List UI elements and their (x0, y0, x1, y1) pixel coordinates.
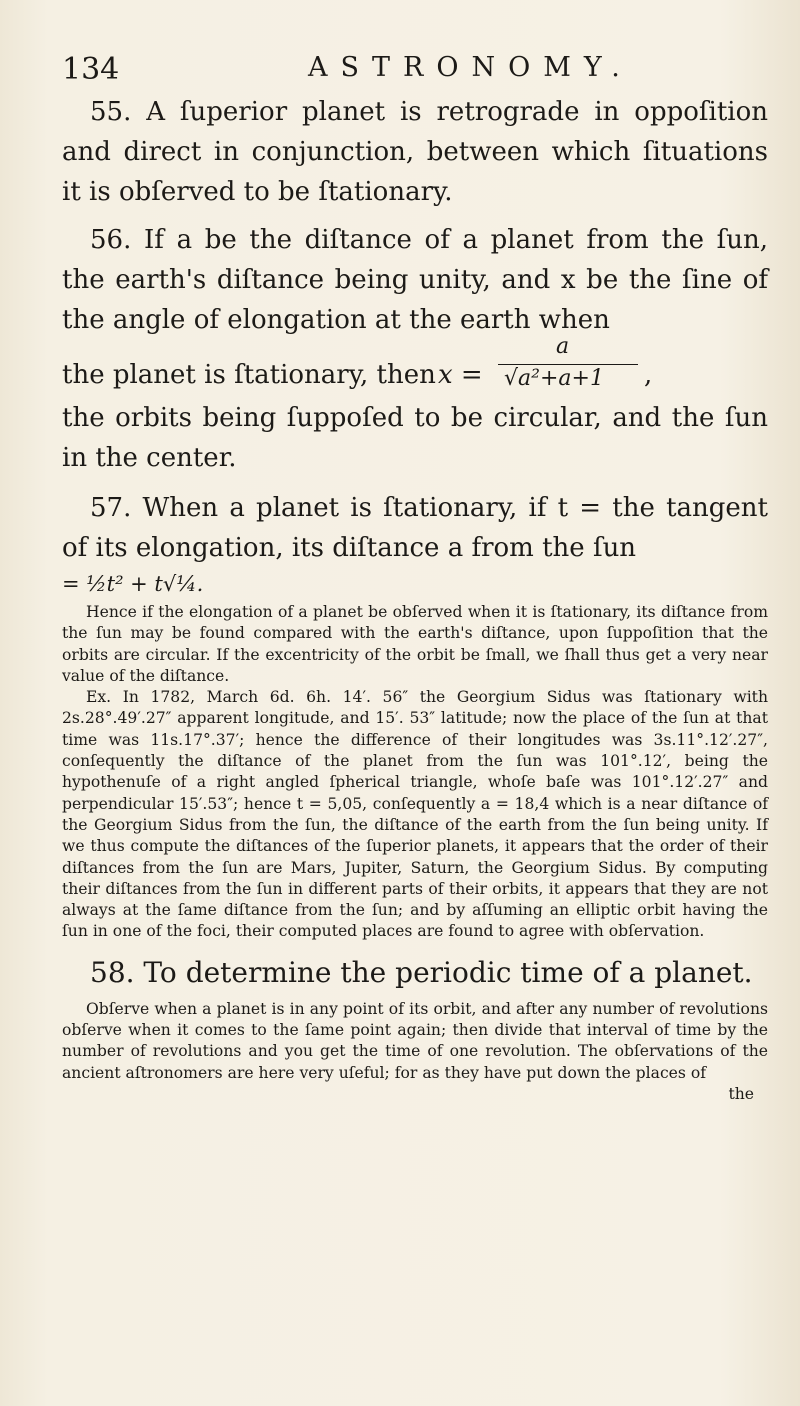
section-58-text: Obſerve when a planet is in any point of its orbit, and after any number of revolutions obſerve when it comes to the ſame point again; then divide that interval of time by the number of revolutions and you get the time of one revolution. The obſervations of the ancient aſtronomers are here very uſeful; for as they have put down the places of (62, 999, 768, 1082)
section-56-text: 56. If a be the diſtance of a planet from the ſun, the earth's diſtance being unity, and x be the ſine of the angle of elongation at the earth when (62, 225, 768, 335)
section-57-formula: = ½t² + t√¼. (62, 572, 204, 596)
formula-lead-text: the planet is ſtationary, then (62, 360, 436, 390)
section-56-conclusion: the orbits being ſuppoſed to be circular, and the ſun in the center. (62, 403, 768, 473)
formula-tail: , (644, 360, 653, 390)
formula-fraction (490, 334, 640, 396)
section-58-heading: 58. To determine the periodic time of a planet. (90, 955, 753, 989)
page-header (62, 52, 762, 92)
section-57: 57. When a planet is ſtationary, if t = the tangent of its elongation, its diſtance a from the ſun (62, 493, 768, 563)
running-title: ASTRONOMY. (308, 52, 633, 83)
formula-lhs: x = (438, 360, 483, 390)
page-body (62, 92, 768, 1105)
formula-denominator: √a²+a+1 (504, 366, 604, 391)
section-57-note: Hence if the elongation of a planet be obſerved when it is ſtationary, its diſtance from the ſun may be found compared with the earth's diſtance, upon ſuppoſition that the orbits are circular. If the excentricity of the orbit be ſmall, we ſhall thus get a very near value of the diſtance. (62, 603, 768, 685)
section-56-formula-row (62, 334, 768, 398)
fraction-bar (498, 364, 638, 365)
catchword: the (728, 1084, 754, 1103)
page-number: 134 (62, 52, 120, 87)
section-57-example: Ex. In 1782, March 6d. 6h. 14′. 56″ the Georgium Sidus was ſtationary with 2s.28°.49′.27″ apparent longitude, and 15′. 53″ latitude; now the place of the ſun at that time was 11s.17°.37′; hence the difference of their longitudes was 3s.11°.12′.27″, conſequently the diſtance of the planet from the ſun was 101°.12′, being the hypothenuſe of a right angled ſpherical triangle, whoſe baſe was 101°.12′.27″ and perpendicular 15′.53″; hence t = 5,05, conſequently a = 18,4 which is a near diſtance of the Georgium Sidus from the ſun, the diſtance of the earth from the ſun being unity. If we thus compute the diſtances of the ſuperior planets, it appears that the order of their diſtances from the ſun are Mars, Jupiter, Saturn, the Georgium Sidus. By computing their diſtances from the ſun in different parts of their orbits, it appears that they are not always at the ſame diſtance from the ſun; and by aſſuming an elliptic orbit having the ſun in one of the foci, their computed places are found to agree with obſervation. (62, 688, 768, 941)
formula-numerator: a (556, 334, 570, 359)
section-55: 55. A ſuperior planet is retrograde in oppoſition and direct in conjunction, between which ſituations it is obſerved to be ſtationary. (62, 97, 768, 207)
